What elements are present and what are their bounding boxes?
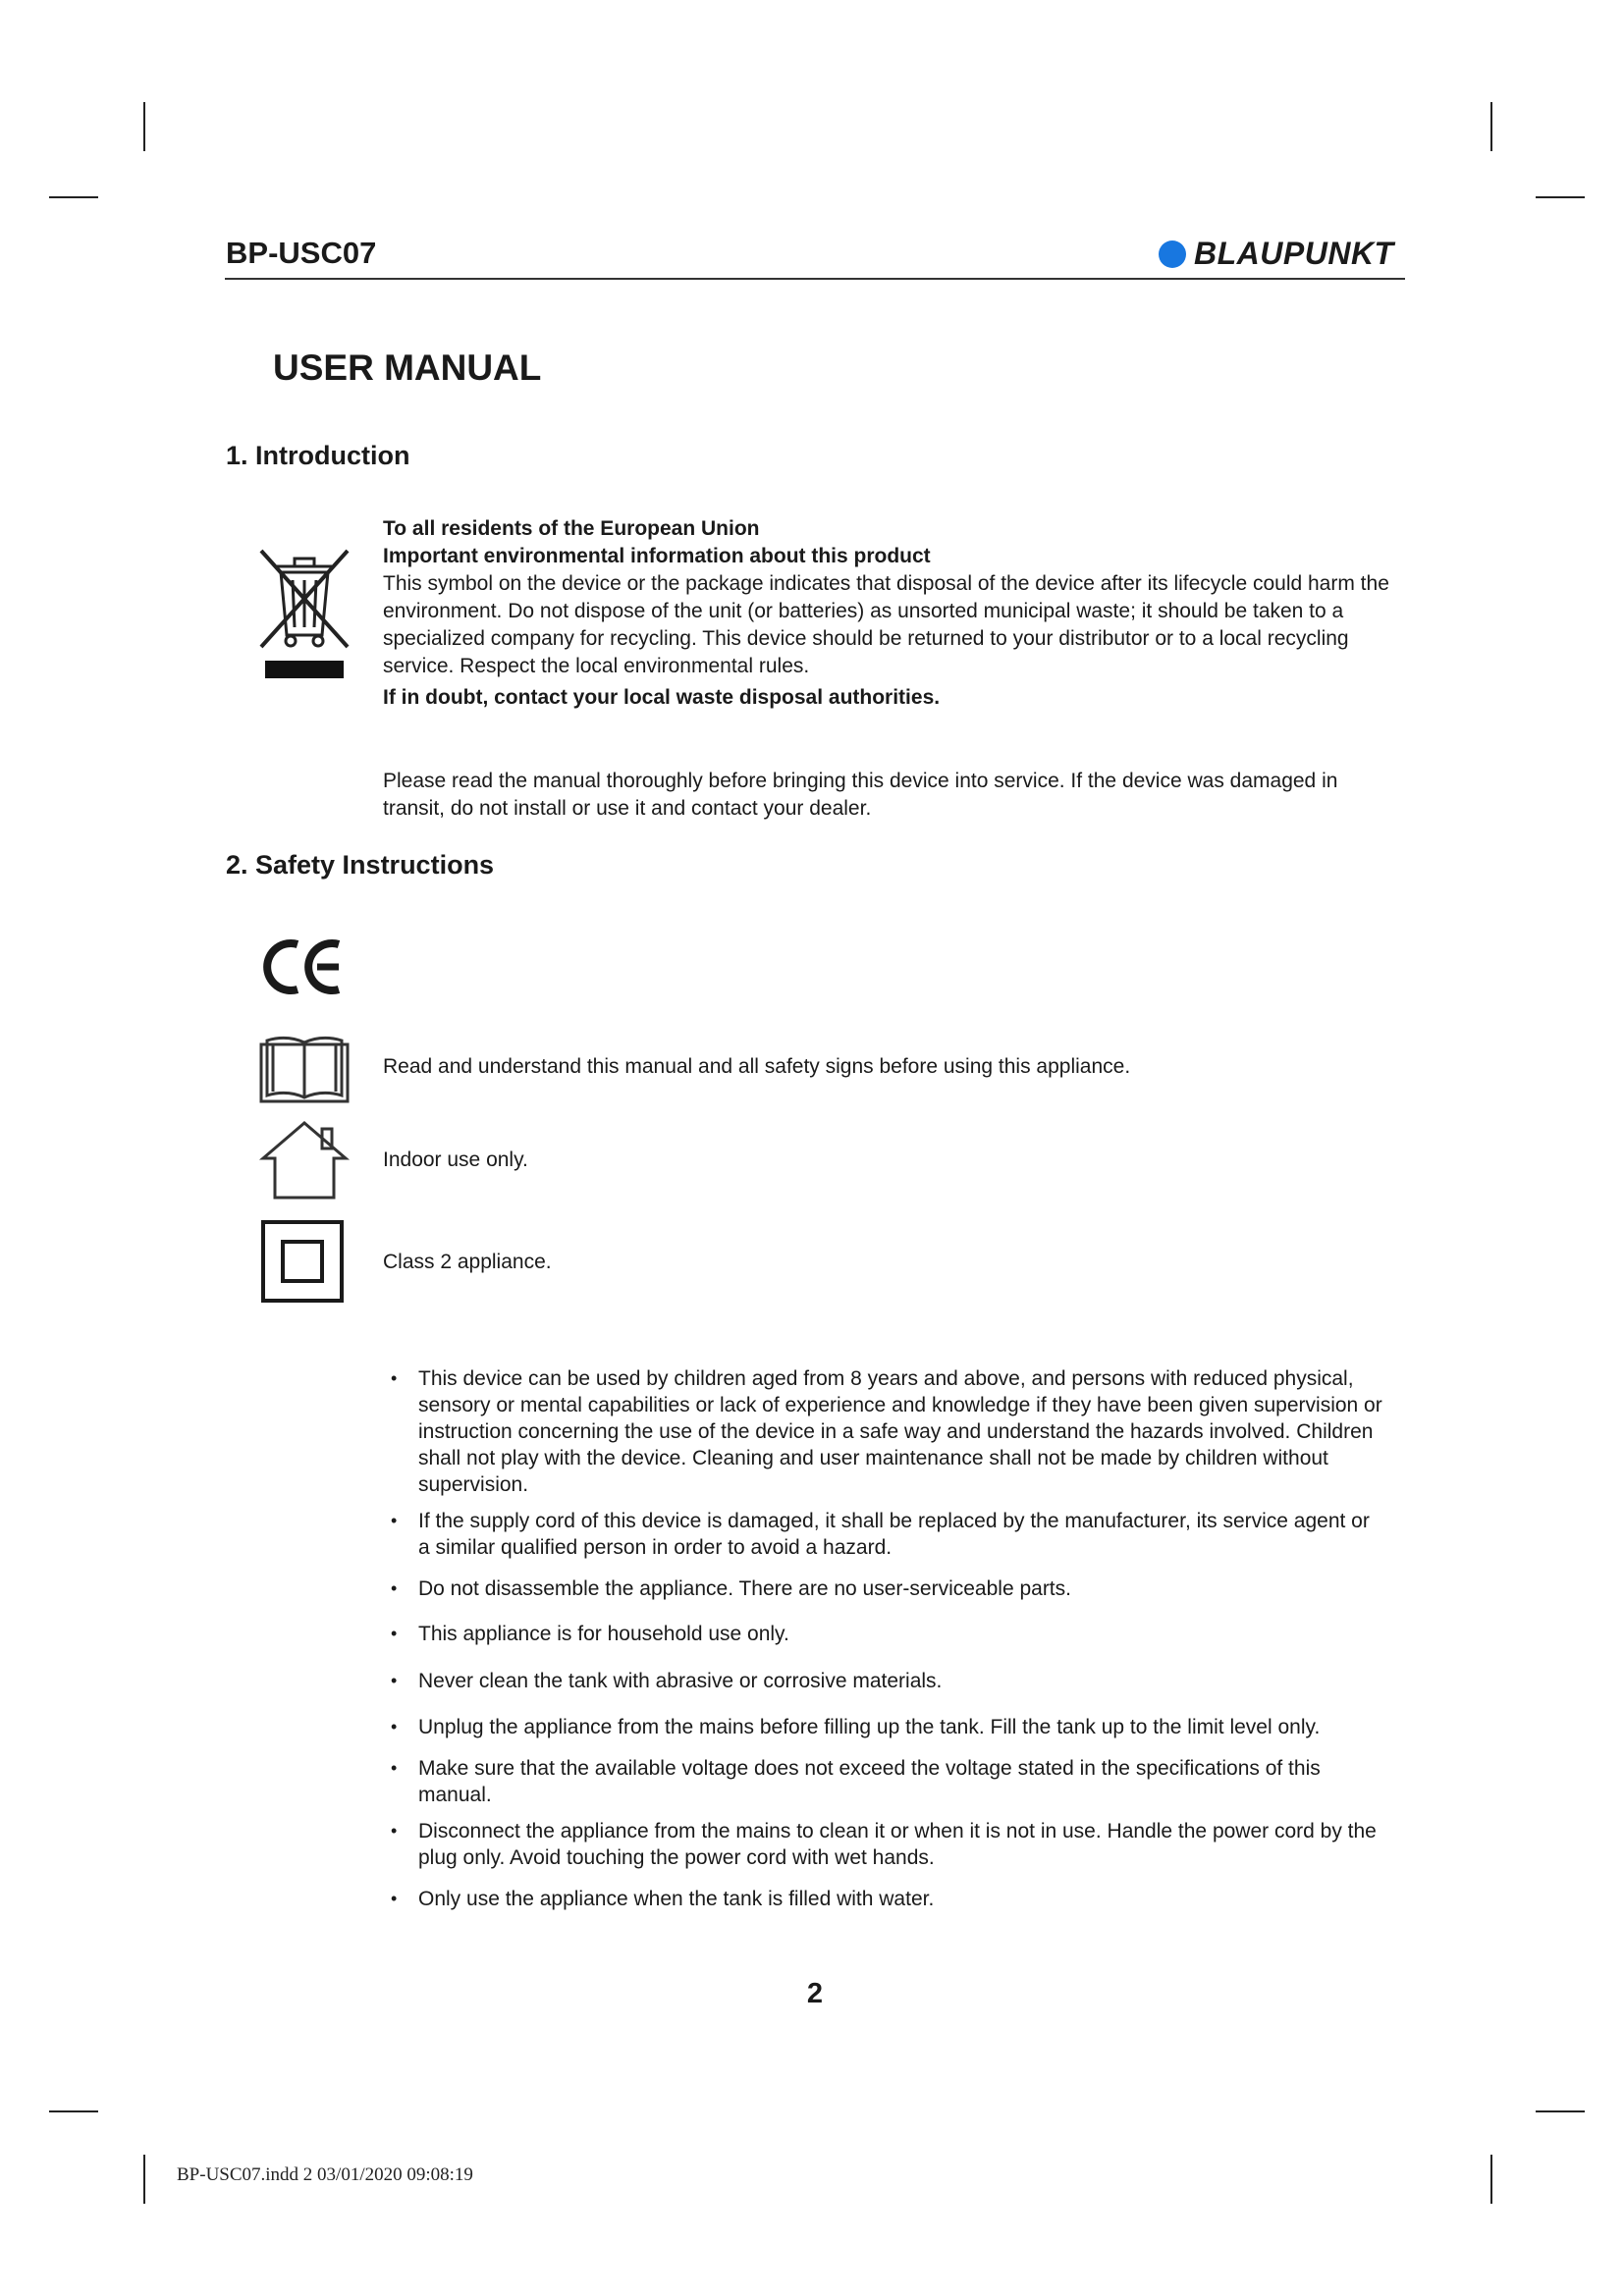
header-model: BP-USC07 bbox=[226, 236, 377, 270]
page-title: USER MANUAL bbox=[273, 347, 542, 388]
notice-line-2: Important environmental information about this product bbox=[383, 545, 931, 567]
list-item: • Unplug the appliance from the mains before filling up the tank. Fill the tank up to the limit level only. bbox=[391, 1714, 1382, 1740]
crop-mark-right-upper bbox=[1536, 196, 1585, 198]
crop-mark-left-upper bbox=[49, 196, 98, 198]
page-number: 2 bbox=[806, 1978, 824, 2009]
crop-mark-bottom-left bbox=[143, 2155, 145, 2204]
section-heading-safety: 2. Safety Instructions bbox=[226, 850, 495, 880]
safety-bullet-list bbox=[391, 1365, 1382, 1912]
crop-mark-right-lower bbox=[1536, 2110, 1585, 2112]
crop-mark-left-lower bbox=[49, 2110, 98, 2112]
list-item: • This appliance is for household use only. bbox=[391, 1621, 1382, 1647]
list-item: • Never clean the tank with abrasive or corrosive materials. bbox=[391, 1668, 1382, 1694]
double-square-icon bbox=[260, 1219, 345, 1304]
brand-name: BLAUPUNKT bbox=[1194, 236, 1394, 271]
list-item: • If the supply cord of this device is damaged, it shall be replaced by the manufacturer, its service agent or a similar qualified person in order to avoid a hazard. bbox=[391, 1508, 1382, 1561]
ce-mark-icon bbox=[260, 933, 349, 1001]
list-item: • This device can be used by children aged from 8 years and above, and persons with reduced physical, sensory or mental capabilities or lack of experience and knowledge if they have been given supervision or instruction concerning the use of the device in a safe way and understand the hazards involved. Children shall not play with the device. Cleaning and user maintenance shall not be made by children without supervision. bbox=[391, 1365, 1382, 1498]
crop-mark-top-right bbox=[1490, 102, 1492, 151]
list-item: • Make sure that the available voltage does not exceed the voltage stated in the specifications of this manual. bbox=[391, 1755, 1382, 1808]
indoor-icon-label: Indoor use only. bbox=[383, 1148, 528, 1171]
eu-disposal-notice bbox=[383, 515, 1394, 712]
notice-body: This symbol on the device or the package indicates that disposal of the device after its lifecycle could harm the environment. Do not dispose of the unit (or batteries) as unsorted municipal waste; it should be taken to a specialized company for recycling. This device should be returned to your distributor or to a local recycling service. Respect the local environmental rules. bbox=[383, 572, 1389, 677]
class2-icon-label: Class 2 appliance. bbox=[383, 1251, 552, 1273]
crop-mark-bottom-right bbox=[1490, 2155, 1492, 2204]
header-divider bbox=[225, 278, 1405, 280]
notice-line-1: To all residents of the European Union bbox=[383, 517, 760, 540]
list-item: • Disconnect the appliance from the mains to clean it or when it is not in use. Handle the power cord by the plug only. Avoid touching the power cord with wet hands. bbox=[391, 1818, 1382, 1871]
read-manual-note: Please read the manual thoroughly before bringing this device into service. If the device was damaged in transit, do not install or use it and contact your dealer. bbox=[383, 770, 1338, 820]
brand-dot-icon bbox=[1159, 240, 1186, 268]
notice-bold-line: If in doubt, contact your local waste disposal authorities. bbox=[383, 686, 941, 709]
house-icon bbox=[257, 1119, 352, 1201]
list-item: • Do not disassemble the appliance. There are no user-serviceable parts. bbox=[391, 1575, 1382, 1602]
brand-logo bbox=[1159, 236, 1394, 272]
crossed-out-wheelie-bin-icon bbox=[257, 545, 352, 682]
list-item: • Only use the appliance when the tank is filled with water. bbox=[391, 1886, 1382, 1912]
manual-book-icon bbox=[257, 1031, 352, 1105]
manual-icon-label: Read and understand this manual and all safety signs before using this appliance. bbox=[383, 1055, 1131, 1078]
crop-mark-top-left bbox=[143, 102, 145, 151]
section-heading-introduction: 1. Introduction bbox=[226, 441, 410, 470]
print-slug: BP-USC07.indd 2 03/01/2020 09:08:19 bbox=[177, 2164, 473, 2185]
